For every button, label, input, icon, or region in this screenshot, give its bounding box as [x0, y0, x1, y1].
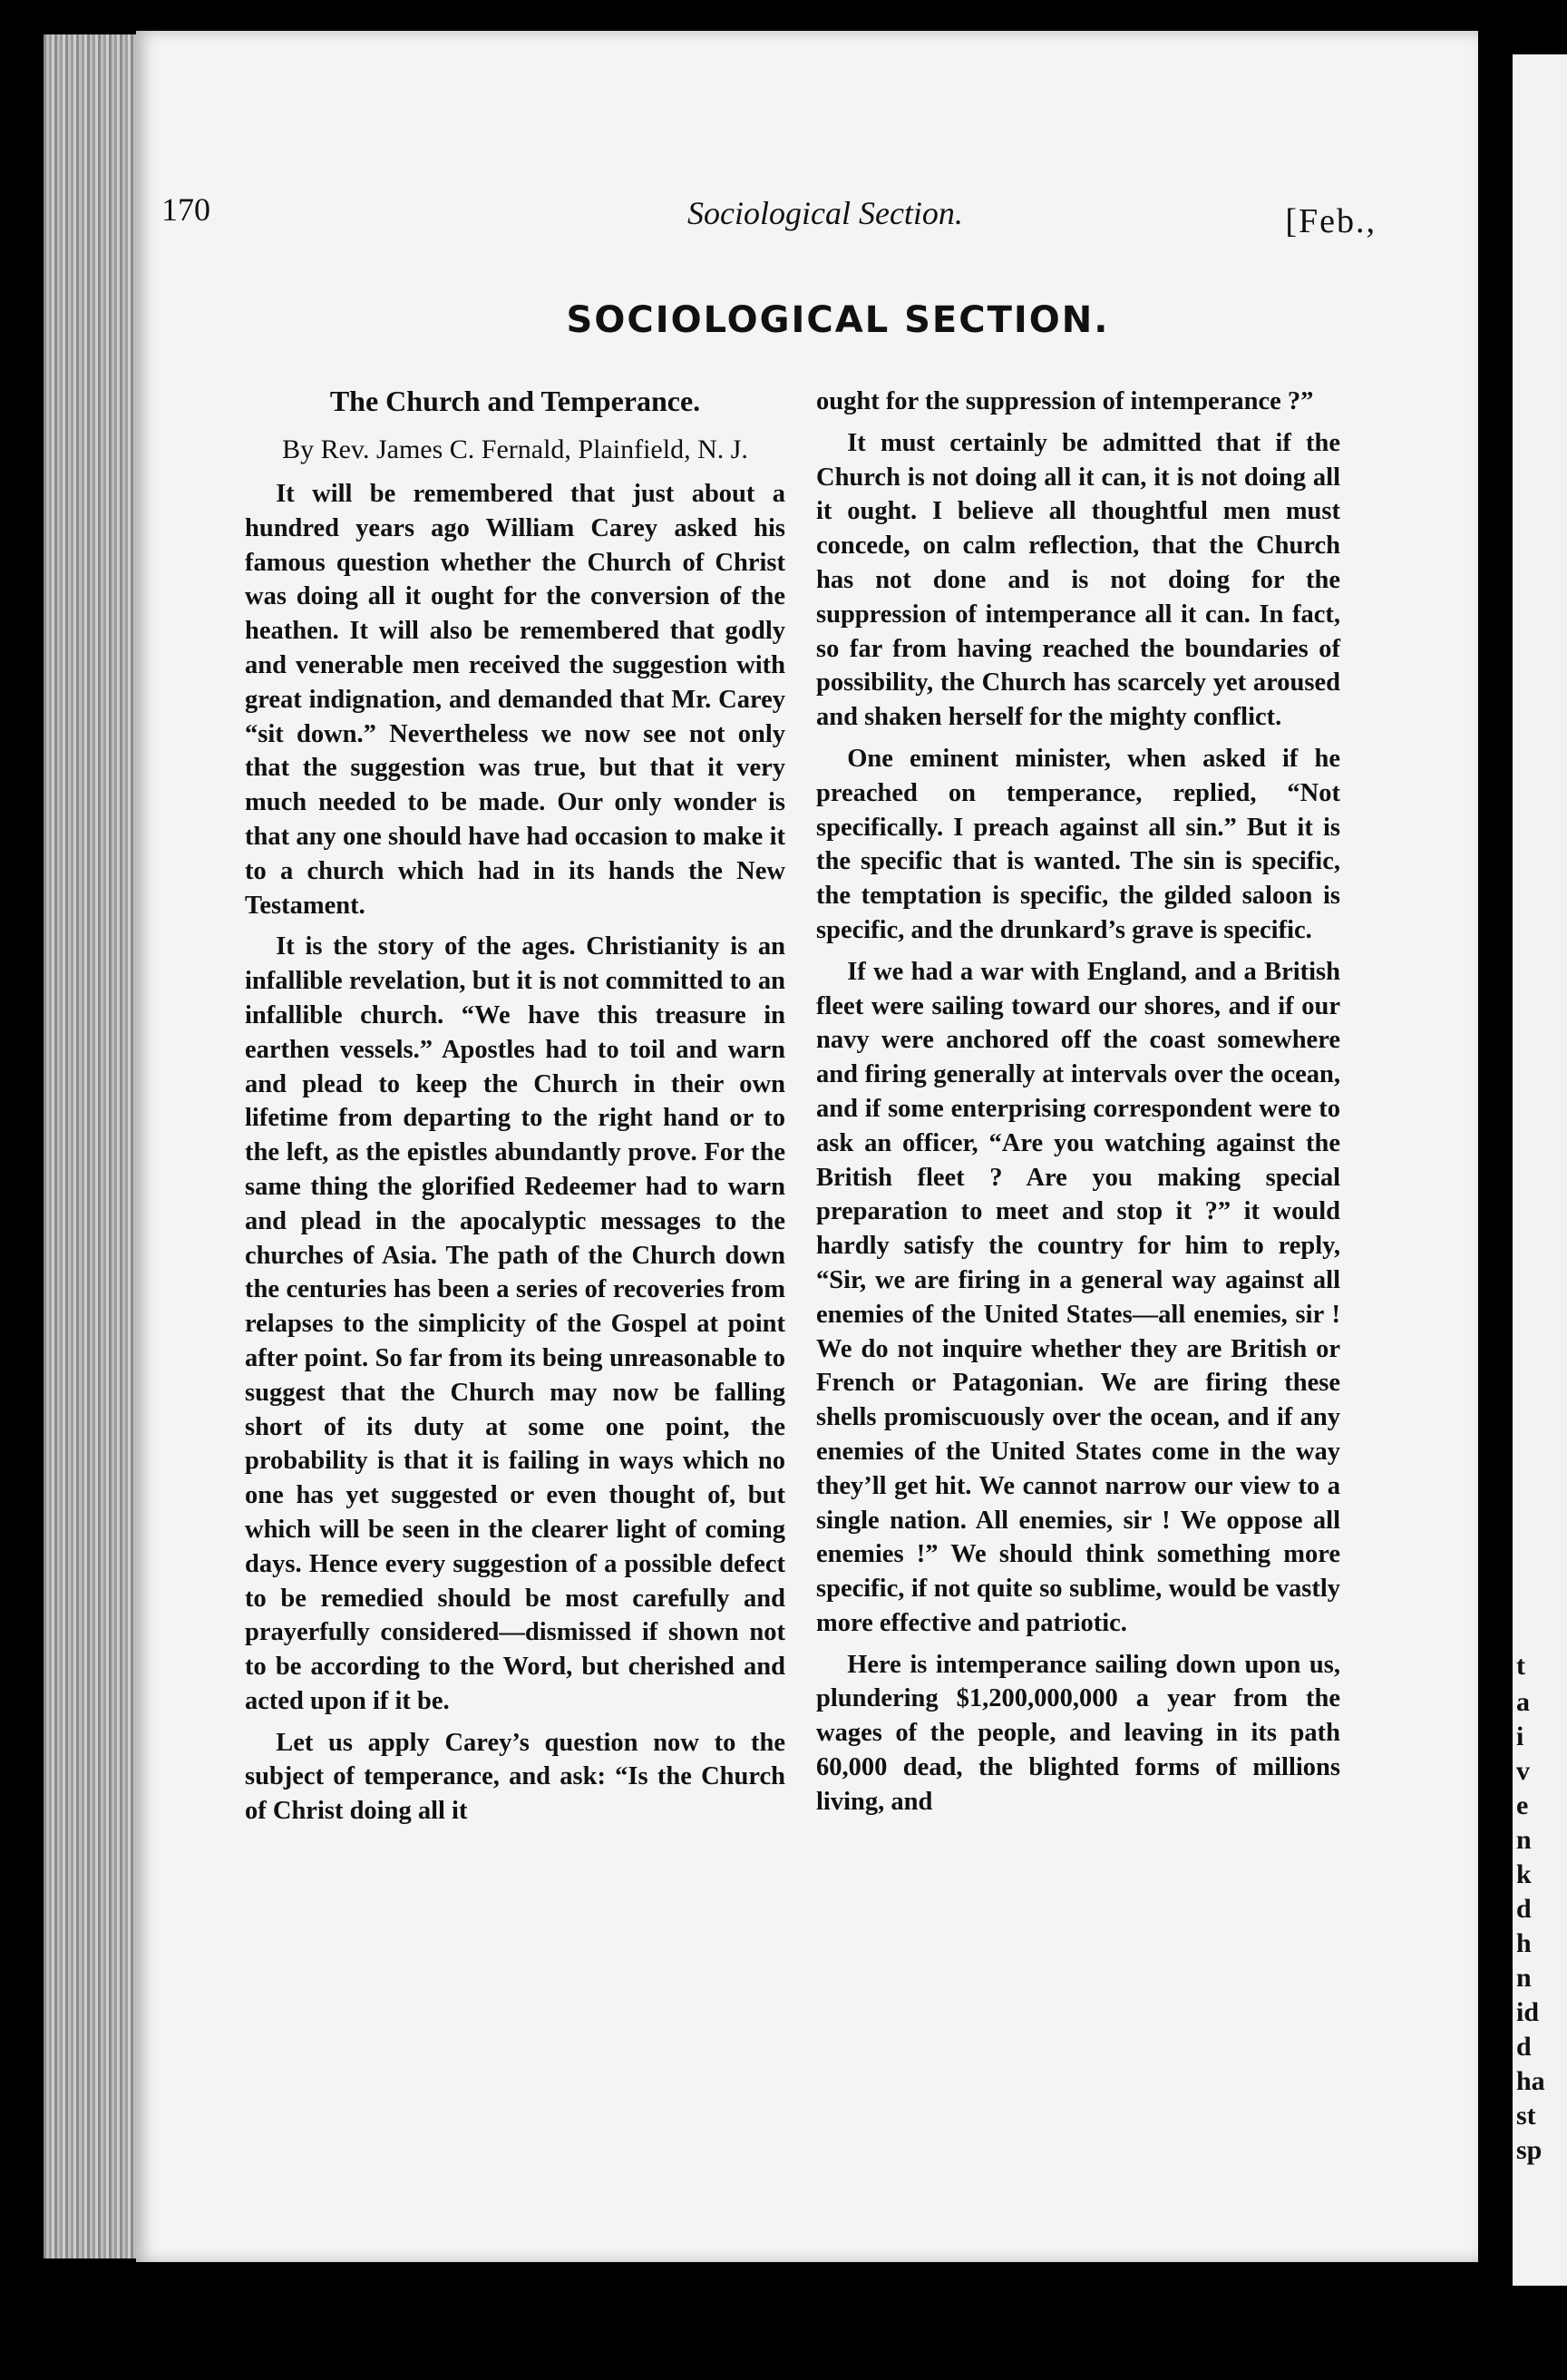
- adjacent-page-fragment: id: [1516, 1997, 1540, 2027]
- adjacent-page-fragment: st: [1516, 2101, 1536, 2131]
- paragraph: It is the story of the ages. Christianity is an infallible revelation, but it is not committed to an infallible church. “We have this treasure in earthen vessels.” Apostles had to toil and warn and plead to keep the Church in their own lifetime from departing to the right hand or to the left, as the epistles abundantly prove. For the same thing the glorified Redeemer had to warn and plead in the apocalyptic messages to the churches of Asia. The path of the Church down the centuries has been a series of recoveries from relapses to the simplicity of the Gospel at point after point. So far from its being unreasonable to suggest that the Church may now be falling short of its duty at some one point, the probability is that it is failing in ways which no one has yet suggested or even thought of, but which will be seen in the clearer light of coming days. Hence every suggestion of a possible defect to be remedied should be most carefully and prayerfully considered—dismissed if shown not to be according to the Word, but cherished and acted upon if it be.: [245, 932, 785, 1715]
- adjacent-page-fragment: sp: [1516, 2135, 1543, 2165]
- paragraph: One eminent minister, when asked if he preached on temperance, replied, “Not specifically. I preach against all sin.” But it is the specific that is wanted. The sin is specific, the temptation is specific, the gilded saloon is specific, and the drunkard’s grave is specific.: [816, 744, 1340, 944]
- adjacent-page-fragment: t: [1516, 1651, 1525, 1681]
- paragraph: It must certainly be admitted that if the Church is not doing all it can, it is not doing all it ought. I believe all thoughtful men must concede, on calm reflection, that the Church has not done and is not doing for the suppression of intemperance all it can. In fact, so far from having reached the boundaries of possibility, the Church has scarcely yet aroused and shaken herself for the mighty conflict.: [816, 428, 1340, 732]
- paragraph: Let us apply Carey’s question now to the subject of temperance, and ask: “Is the Church of Christ doing all it: [245, 1728, 785, 1826]
- adjacent-page-fragment: v: [1516, 1756, 1530, 1786]
- paragraph: It will be remembered that just about a hundred years ago William Carey asked his famous question whether the Church of Christ was doing all it ought for the conversion of the heathen. It will also be remembered that godly and venerable men received the suggestion with great indignation, and demanded that Mr. Carey “sit down.” Nevertheless we now see not only that the suggestion was true, but that it very much needed to be made. Our only wonder is that any one should have had occasion to make it to a church which had in its hands the New Testament.: [245, 480, 785, 920]
- adjacent-page-fragment: k: [1516, 1859, 1532, 1889]
- paragraph: If we had a war with England, and a British fleet were sailing toward our shores, and if our navy were anchored off the coast somewhere and firing generally at intervals over the ocean, and if some enterprising correspondent were to ask an officer, “Are you watching against the British fleet ? Are you making special preparation to meet and stop it ?” it would hardly satisfy the country for him to reply, “Sir, we are firing in a general way against all enemies of the United States—all enemies, sir ! We do not inquire whether they are British or French or Patagonian. We are firing these shells promiscuously over the ocean, and if any enemies of the United States come in the way they’ll get hit. We cannot narrow our view to a single nation. All enemies, sir ! We oppose all enemies !” We should think something more specific, if not quite so sublime, would be vastly more effective and patriotic.: [816, 957, 1340, 1637]
- adjacent-page-fragment: e: [1516, 1790, 1529, 1820]
- adjacent-page-fragment: a: [1516, 1687, 1530, 1717]
- page-number: 170: [161, 191, 210, 228]
- adjacent-page-fragment: ha: [1516, 2066, 1545, 2096]
- paragraph-continued: ought for the suppression of intemperance ?”: [816, 387, 1314, 415]
- running-head: Sociological Section.: [687, 195, 963, 231]
- issue-month: [Feb.,: [1285, 202, 1377, 240]
- book-spine-edge: [44, 34, 141, 2258]
- adjacent-page-fragment: n: [1516, 1963, 1532, 1993]
- article-byline: By Rev. James C. Fernald, Plainfield, N. J.: [282, 434, 748, 464]
- adjacent-page-fragment: h: [1516, 1928, 1532, 1958]
- adjacent-page-fragment: d: [1516, 1894, 1532, 1924]
- adjacent-page-edge: [1513, 54, 1567, 2286]
- article-title: The Church and Temperance.: [329, 385, 701, 417]
- adjacent-page-fragment: d: [1516, 2032, 1532, 2062]
- right-column: [816, 385, 1340, 1827]
- running-header: [161, 190, 1377, 245]
- paragraph: Here is intemperance sailing down upon us, plundering $1,200,000,000 a year from the wages of the people, and leaving in its path 60,000 dead, the blighted forms of millions living, and: [816, 1650, 1340, 1816]
- left-column: [245, 385, 785, 1836]
- adjacent-page-fragment: n: [1516, 1825, 1532, 1855]
- section-title: SOCIOLOGICAL SECTION.: [566, 299, 1110, 341]
- adjacent-page-fragment: i: [1516, 1722, 1524, 1751]
